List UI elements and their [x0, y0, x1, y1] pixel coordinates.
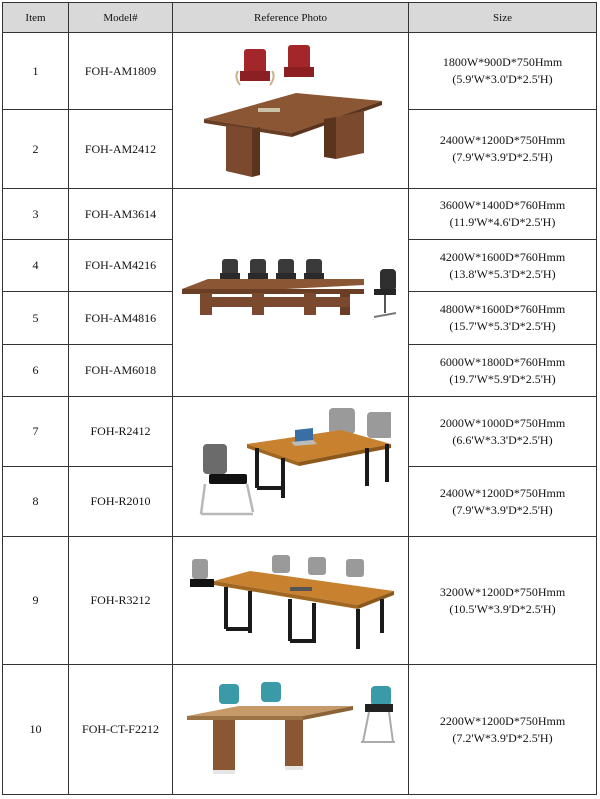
- reference-photo-cell: [173, 33, 409, 189]
- size-imperial: (5.9'W*3.0'D*2.5'H): [452, 72, 553, 86]
- size-imperial: (19.7'W*5.9'D*2.5'H): [449, 371, 556, 386]
- model-number: FOH-R2412: [69, 397, 173, 467]
- size-imperial: (15.7'W*5.3'D*2.5'H): [449, 319, 556, 333]
- model-number: FOH-R3212: [69, 537, 173, 665]
- table-row: [3, 189, 597, 240]
- size-cell: [409, 467, 597, 537]
- executive-meeting-table-image: [196, 41, 386, 181]
- size-metric: 4800W*1600D*760Hmm: [439, 302, 566, 316]
- long-conference-table-image: [178, 253, 404, 333]
- size-cell: [409, 665, 597, 795]
- size-imperial: (6.6'W*3.3'D*2.5'H): [452, 432, 553, 447]
- conference-table-with-teal-chairs-image: [185, 680, 397, 780]
- model-number: FOH-AM6018: [69, 345, 173, 397]
- size-imperial: (13.8'W*5.3'D*2.5'H): [449, 266, 556, 281]
- model-number: FOH-AM2412: [69, 110, 173, 189]
- reference-photo-cell: [173, 665, 409, 795]
- size-metric: 2400W*1200D*750Hmm: [439, 133, 566, 147]
- item-number: 9: [3, 537, 69, 665]
- size-imperial: (7.9'W*3.9'D*2.5'H): [452, 150, 553, 164]
- size-imperial: (11.9'W*4.6'D*2.5'H): [449, 215, 556, 229]
- size-metric: 2000W*1000D*750Hmm: [439, 415, 566, 430]
- header-model: Model#: [69, 3, 173, 33]
- product-table: [2, 2, 597, 795]
- size-cell: [409, 537, 597, 665]
- header-item: Item: [3, 3, 69, 33]
- size-imperial: (7.9'W*3.9'D*2.5'H): [452, 502, 553, 517]
- long-meeting-table-with-mesh-chairs-image: [186, 551, 396, 651]
- size-metric: 3200W*1200D*750Hmm: [439, 584, 566, 599]
- meeting-table-with-mesh-chairs-image: [191, 404, 391, 529]
- size-metric: 6000W*1800D*760Hmm: [439, 354, 566, 369]
- item-number: 5: [3, 292, 69, 345]
- size-metric: 1800W*900D*750Hmm: [442, 55, 563, 69]
- model-number: FOH-CT-F2212: [69, 665, 173, 795]
- model-number: FOH-AM4816: [69, 292, 173, 345]
- size-cell: [409, 397, 597, 467]
- item-number: 2: [3, 110, 69, 189]
- item-number: 3: [3, 189, 69, 240]
- item-number: 8: [3, 467, 69, 537]
- model-number: FOH-R2010: [69, 467, 173, 537]
- item-number: 1: [3, 33, 69, 110]
- header-row: [3, 3, 597, 33]
- size-cell: [409, 292, 597, 345]
- size-imperial: (10.5'W*3.9'D*2.5'H): [449, 601, 556, 616]
- size-cell: [409, 189, 597, 240]
- table-row: [3, 537, 597, 665]
- item-number: 6: [3, 345, 69, 397]
- size-metric: 2200W*1200D*750Hmm: [439, 713, 566, 728]
- size-cell: [409, 345, 597, 397]
- reference-photo-cell: [173, 397, 409, 537]
- size-metric: 4200W*1600D*760Hmm: [439, 249, 566, 264]
- size-imperial: (7.2'W*3.9'D*2.5'H): [452, 730, 553, 745]
- size-cell: [409, 110, 597, 189]
- item-number: 10: [3, 665, 69, 795]
- reference-photo-cell: [173, 537, 409, 665]
- reference-photo-cell: [173, 189, 409, 397]
- table-row: [3, 665, 597, 795]
- size-cell: [409, 240, 597, 292]
- table-row: [3, 397, 597, 467]
- size-metric: 2400W*1200D*750Hmm: [439, 485, 566, 500]
- header-size: Size: [409, 3, 597, 33]
- item-number: 4: [3, 240, 69, 292]
- model-number: FOH-AM4216: [69, 240, 173, 292]
- size-cell: [409, 33, 597, 110]
- size-metric: 3600W*1400D*760Hmm: [439, 198, 566, 212]
- model-number: FOH-AM3614: [69, 189, 173, 240]
- model-number: FOH-AM1809: [69, 33, 173, 110]
- item-number: 7: [3, 397, 69, 467]
- table-row: [3, 33, 597, 110]
- header-photo: Reference Photo: [173, 3, 409, 33]
